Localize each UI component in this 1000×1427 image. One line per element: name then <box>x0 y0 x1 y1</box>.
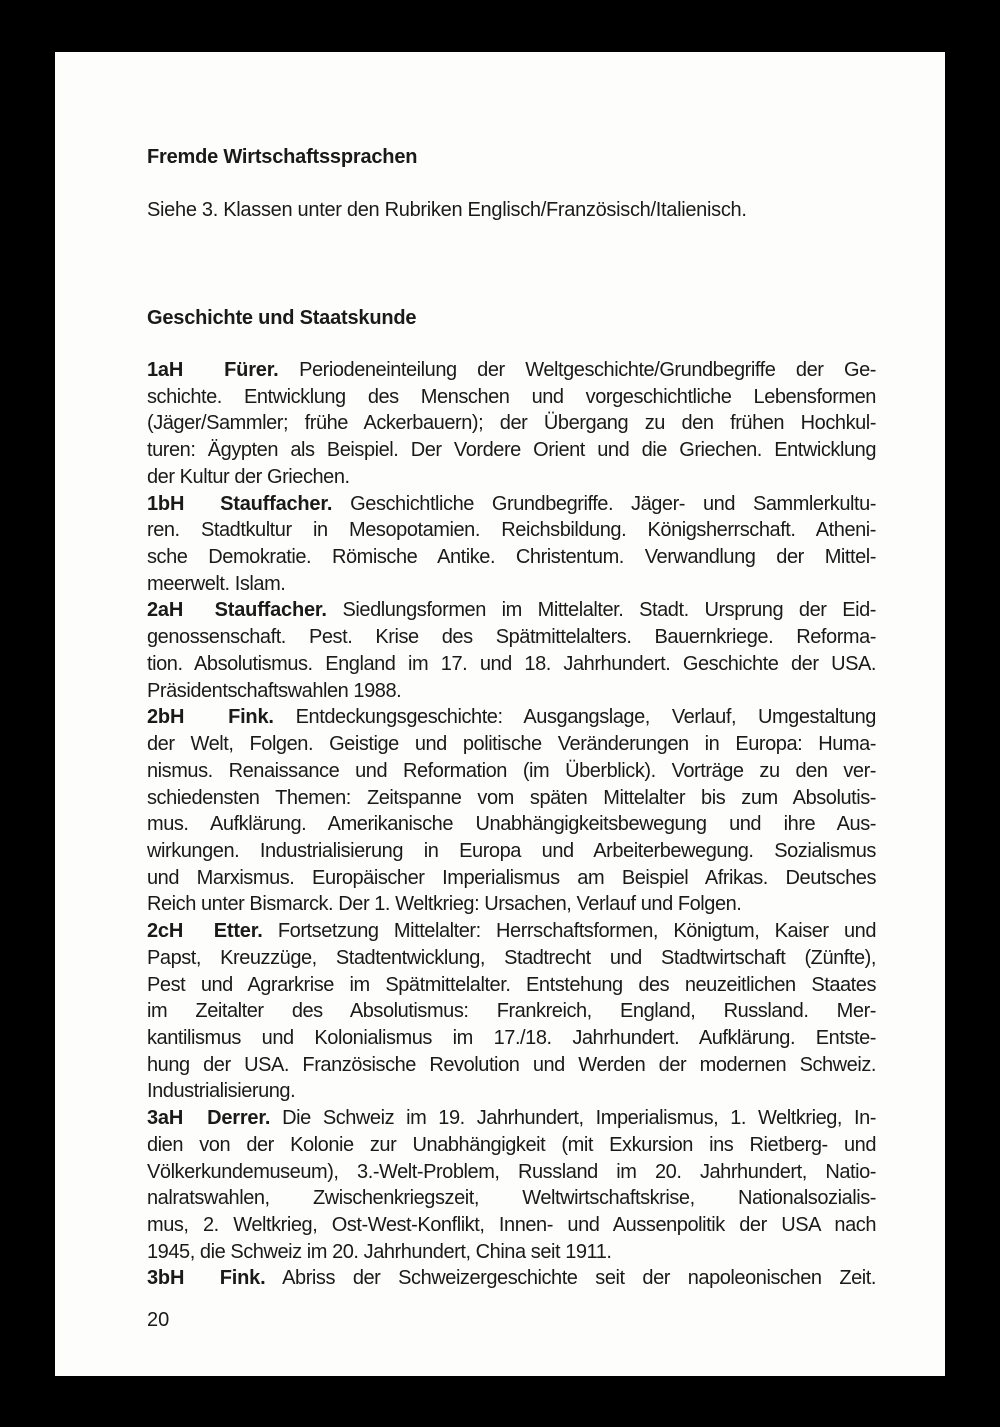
entry-text: sche Demokratie. Römische Antike. Christentum. Verwandlung der Mittel- <box>147 546 876 569</box>
entry-line <box>147 491 876 518</box>
entry-line <box>147 1105 876 1132</box>
teacher-name: Fink. <box>219 1267 266 1290</box>
entry-line <box>147 544 876 571</box>
entry-text: dien von der Kolonie zur Unabhängigkeit (mit Exkursion ins Rietberg- und <box>147 1133 876 1156</box>
teacher-name: Fürer. <box>224 359 279 381</box>
entry-text: kantilismus und Kolonialismus im 17./18. Jahrhundert. Aufklärung. Entste- <box>147 1026 876 1049</box>
entry-line <box>147 1239 876 1266</box>
entry-line <box>147 811 876 838</box>
entry-text: Industrialisierung. <box>147 1080 296 1103</box>
entry-line <box>147 651 876 678</box>
teacher-name: Derrer. <box>207 1107 271 1130</box>
entry-line <box>147 998 876 1025</box>
entry-line <box>147 785 876 812</box>
entry-text: turen: Ägypten als Beispiel. Der Vordere Orient und die Griechen. Entwicklung <box>147 439 876 462</box>
course-entry <box>147 1265 876 1292</box>
entry-line <box>147 891 876 918</box>
entry-text: im Zeitalter des Absolutismus: Frankreich, England, Russland. Mer- <box>147 1000 876 1023</box>
entry-line <box>147 678 876 705</box>
entry-text: genossenschaft. Pest. Krise des Spätmittelalters. Bauernkriege. Reforma- <box>147 626 876 649</box>
entry-text: Abriss der Schweizergeschichte seit der napoleonischen Zeit. <box>282 1267 876 1290</box>
entry-line <box>147 1185 876 1212</box>
entry-line <box>147 571 876 598</box>
entry-text: wirkungen. Industrialisierung in Europa und Arbeiterbewegung. Sozialismus <box>147 839 876 862</box>
page-number: 20 <box>147 1309 170 1331</box>
entry-text: der Welt, Folgen. Geistige und politische Veränderungen in Europa: Huma- <box>147 733 876 756</box>
course-entry <box>147 357 876 491</box>
entry-text: Völkerkundemuseum), 3.-Welt-Problem, Russland im 20. Jahrhundert, Natio- <box>147 1160 876 1183</box>
course-code: 1bH <box>147 492 185 515</box>
entry-text: schichte. Entwicklung des Menschen und vorgeschichtliche Lebensformen <box>147 385 876 408</box>
section-note: Siehe 3. Klassen unter den Rubriken Englisch/Französisch/Italienisch. <box>147 199 747 221</box>
entry-line <box>147 972 876 999</box>
entry-text: Siedlungsformen im Mittelalter. Stadt. Ursprung der Eid- <box>342 599 877 622</box>
teacher-name: Etter. <box>213 920 263 943</box>
course-entry <box>147 704 876 918</box>
entry-text: mus, 2. Weltkrieg, Ost-West-Konflikt, Innen- und Aussenpolitik der USA nach <box>147 1214 876 1236</box>
entry-text: 1945, die Schweiz im 20. Jahrhundert, China seit 1911. <box>147 1240 612 1263</box>
entry-line <box>147 1052 876 1079</box>
course-entry <box>147 491 876 598</box>
entry-line <box>147 624 876 651</box>
entry-text: und Marxismus. Europäischer Imperialismus am Beispiel Afrikas. Deutsches <box>147 866 876 889</box>
course-code: 2bH <box>147 706 185 729</box>
entry-line <box>147 1078 876 1105</box>
course-entry <box>147 1105 876 1265</box>
entry-line <box>147 1025 876 1052</box>
entry-line <box>147 1265 876 1292</box>
entry-text: Fortsetzung Mittelalter: Herrschaftsformen, Königtum, Kaiser und <box>277 920 876 943</box>
entry-text: nismus. Renaissance und Reformation (im Überblick). Vorträge zu den ver- <box>147 759 876 782</box>
entry-text: mus. Aufklärung. Amerikanische Unabhängigkeitsbewegung und ihre Aus- <box>147 813 876 836</box>
entry-text: nalratswahlen, Zwischenkriegszeit, Weltwirtschaftskrise, Nationalsozialis- <box>147 1187 876 1210</box>
course-entries <box>147 357 876 1292</box>
entry-text: schiedensten Themen: Zeitspanne vom späten Mittelalter bis zum Absolutis- <box>147 786 876 809</box>
entry-line <box>147 1212 876 1239</box>
entry-text: tion. Absolutismus. England im 17. und 18. Jahrhundert. Geschichte der USA. <box>147 652 876 675</box>
entry-line <box>147 758 876 785</box>
entry-text: ren. Stadtkultur in Mesopotamien. Reichsbildung. Königsherrschaft. Atheni- <box>147 519 876 542</box>
course-code: 2aH <box>147 599 184 622</box>
document-page <box>55 52 945 1376</box>
entry-text: der Kultur der Griechen. <box>147 465 350 488</box>
section-heading-history: Geschichte und Staatskunde <box>147 307 417 329</box>
entry-text: meerwelt. Islam. <box>147 572 286 595</box>
course-code: 3aH <box>147 1107 184 1130</box>
entry-line <box>147 517 876 544</box>
teacher-name: Stauffacher. <box>220 492 333 515</box>
entry-line <box>147 945 876 972</box>
course-entry <box>147 597 876 704</box>
entry-line <box>147 838 876 865</box>
entry-text: Entdeckungsgeschichte: Ausgangslage, Verlauf, Umgestaltung <box>295 706 876 729</box>
entry-line <box>147 357 876 384</box>
entry-line <box>147 918 876 945</box>
entry-line <box>147 704 876 731</box>
entry-line <box>147 410 876 437</box>
course-code: 3bH <box>147 1267 185 1290</box>
section-heading-foreign-languages: Fremde Wirtschaftssprachen <box>147 146 418 168</box>
entry-text: Periodeneinteilung der Weltgeschichte/Grundbegriffe der Ge- <box>299 359 877 381</box>
course-code: 1aH <box>147 359 184 381</box>
entry-text: Reich unter Bismarck. Der 1. Weltkrieg: Ursachen, Verlauf und Folgen. <box>147 893 742 916</box>
course-code: 2cH <box>147 920 184 943</box>
entry-line <box>147 437 876 464</box>
entry-text: (Jäger/Sammler; frühe Ackerbauern); der Übergang zu den frühen Hochkul- <box>147 412 876 435</box>
entry-line <box>147 464 876 491</box>
course-entry <box>147 918 876 1105</box>
entry-text: Pest und Agrarkrise im Spätmittelalter. Entstehung des neuzeitlichen Staates <box>147 973 876 996</box>
entry-line <box>147 731 876 758</box>
entry-text: hung der USA. Französische Revolution und Werden der modernen Schweiz. <box>147 1053 876 1076</box>
teacher-name: Stauffacher. <box>214 599 327 622</box>
teacher-name: Fink. <box>228 706 274 729</box>
entry-line <box>147 384 876 411</box>
entry-text: Papst, Kreuzzüge, Stadtentwicklung, Stadtrecht und Stadtwirtschaft (Zünfte), <box>147 946 876 969</box>
entry-line <box>147 597 876 624</box>
entry-line <box>147 1132 876 1159</box>
entry-line <box>147 865 876 892</box>
entry-text: Die Schweiz im 19. Jahrhundert, Imperialismus, 1. Weltkrieg, In- <box>282 1107 877 1130</box>
entry-text: Geschichtliche Grundbegriffe. Jäger- und Sammlerkultu- <box>350 492 877 515</box>
entry-line <box>147 1159 876 1186</box>
entry-text: Präsidentschaftswahlen 1988. <box>147 679 402 702</box>
